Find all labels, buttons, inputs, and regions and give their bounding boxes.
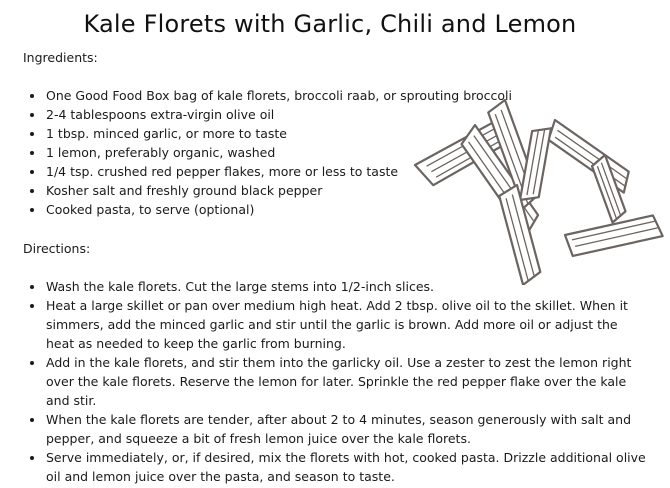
direction-step: Serve immediately, or, if desired, mix the florets with hot, cooked pasta. Drizzle additional olive oil and lemon juice over the pasta, and season to taste. bbox=[46, 450, 646, 484]
ingredient-item: Cooked pasta, to serve (optional) bbox=[46, 200, 566, 219]
ingredient-item: Kosher salt and freshly ground black pepper bbox=[46, 181, 566, 200]
direction-step: When the kale florets are tender, after about 2 to 4 minutes, season generously with salt and pepper, and squeeze a bit of fresh lemon juice over the kale florets. bbox=[46, 410, 646, 448]
ingredient-item: 1/4 tsp. crushed red pepper flakes, more or less to taste bbox=[46, 162, 566, 181]
ingredients-heading: Ingredients: bbox=[23, 50, 98, 65]
ingredient-item: 1 tbsp. minced garlic, or more to taste bbox=[46, 124, 566, 143]
ingredient-item: One Good Food Box bag of kale florets, broccoli raab, or sprouting broccoli bbox=[46, 86, 566, 105]
directions-list bbox=[22, 277, 646, 486]
ingredient-item: 1 lemon, preferably organic, washed bbox=[46, 143, 566, 162]
recipe-title: Kale Florets with Garlic, Chili and Lemon bbox=[83, 10, 577, 38]
direction-step: Wash the kale florets. Cut the large stems into 1/2-inch slices. bbox=[46, 277, 646, 296]
penne-pasta-icon bbox=[405, 95, 667, 285]
directions-heading: Directions: bbox=[23, 241, 91, 256]
ingredient-item: 2-4 tablespoons extra-virgin olive oil bbox=[46, 105, 566, 124]
direction-step: Add in the kale florets, and stir them into the garlicky oil. Use a zester to zest the lemon right over the kale florets. Reserve the lemon for later. Sprinkle the red pepper flake over the kale and stir. bbox=[46, 353, 646, 410]
direction-step: Heat a large skillet or pan over medium high heat. Add 2 tbsp. olive oil to the skillet. When it simmers, add the minced garlic and stir until the garlic is brown. Add more oil or adjust the heat as needed to keep the garlic from burning. bbox=[46, 296, 646, 353]
